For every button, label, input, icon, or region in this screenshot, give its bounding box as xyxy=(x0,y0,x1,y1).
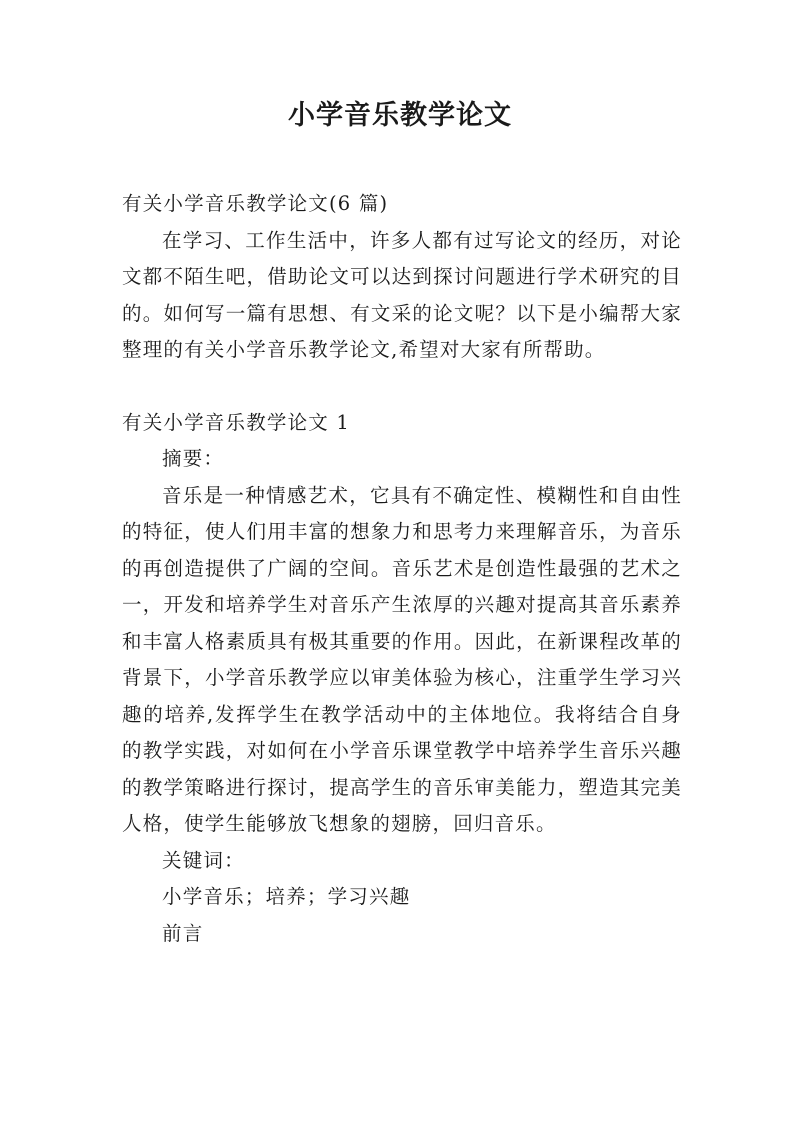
document-body xyxy=(122,186,682,952)
subtitle: 有关小学音乐教学论文(6 篇) xyxy=(122,192,389,215)
preface-label: 前言 xyxy=(162,921,204,945)
page-title: 小学音乐教学论文 xyxy=(288,100,512,131)
section-heading: 有关小学音乐教学论文 1 xyxy=(122,410,351,434)
keywords-text: 小学音乐；培养；学习兴趣 xyxy=(162,885,411,908)
intro-paragraph: 在学习、工作生活中，许多人都有过写论文的经历，对论文都不陌生吧，借助论文可以达到探讨问题进行学术研究的目的。如何写一篇有思想、有文采的论文呢？以下是小编帮大家整理的有关小学音乐教学论文,希望对大家有所帮助。 xyxy=(122,228,682,361)
paragraph-gap xyxy=(122,369,682,405)
abstract-paragraph: 音乐是一种情感艺术，它具有不确定性、模糊性和自由性的特征，使人们用丰富的想象力和思考力来理解音乐，为音乐的再创造提供了广阔的空间。音乐艺术是创造性最强的艺术之一，开发和培养学生对音乐产生浓厚的兴趣对提高其音乐素养和丰富人格素质具有极其重要的作用。因此，在新课程改革的背景下，小学音乐教学应以审美体验为核心，注重学生学习兴趣的培养,发挥学生在教学活动中的主体地位。我将结合自身的教学实践，对如何在小学音乐课堂教学中培养学生音乐兴趣的教学策略进行探讨，提高学生的音乐审美能力，塑造其完美人格，使学生能够放飞想象的翅膀，回归音乐。 xyxy=(122,483,682,835)
abstract-label: 摘要： xyxy=(162,447,225,470)
keywords-label: 关键词： xyxy=(162,848,245,872)
